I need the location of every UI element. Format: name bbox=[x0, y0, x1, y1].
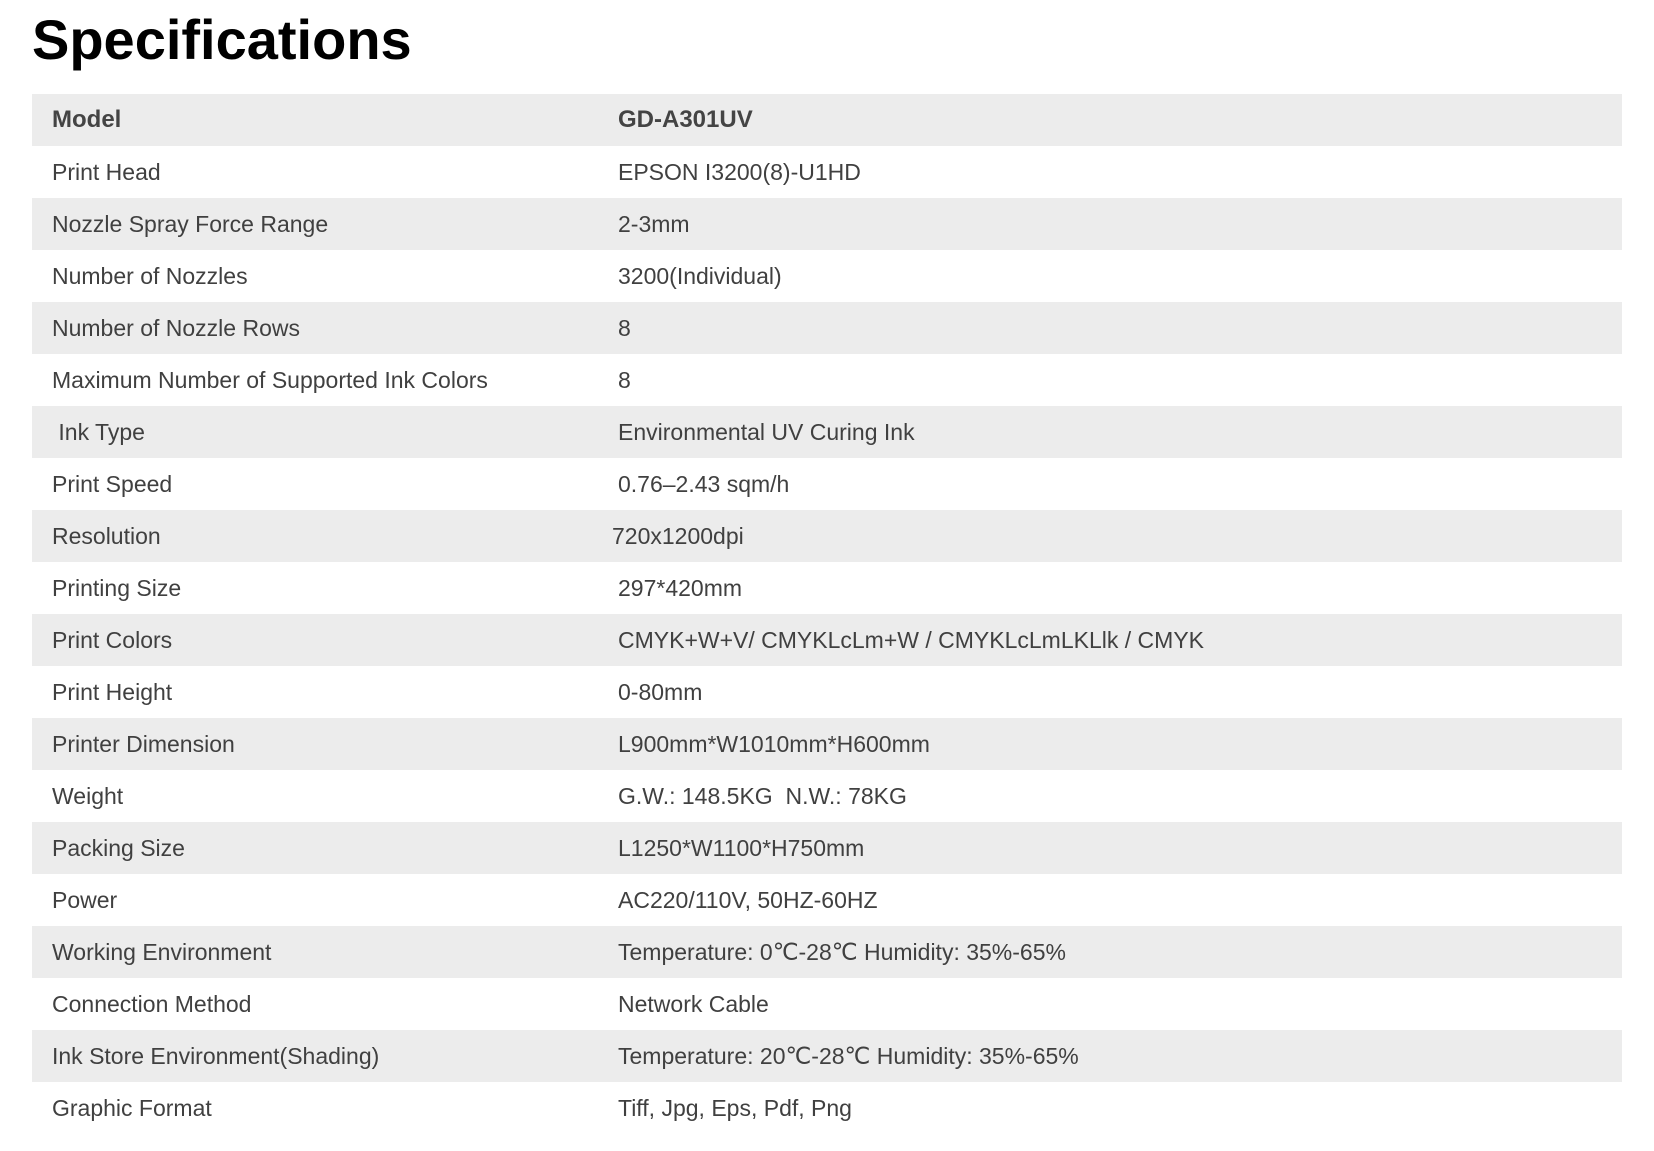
spec-value: L1250*W1100*H750mm bbox=[618, 834, 865, 861]
spec-label: Number of Nozzles bbox=[52, 262, 248, 289]
spec-value: 8 bbox=[618, 314, 631, 341]
spec-row bbox=[32, 562, 1622, 614]
spec-value: CMYK+W+V/ CMYKLcLm+W / CMYKLcLmLKLlk / CMYK bbox=[618, 626, 1204, 653]
spec-row bbox=[32, 510, 1622, 562]
spec-row bbox=[32, 302, 1622, 354]
spec-value: 297*420mm bbox=[618, 574, 743, 601]
spec-value: G.W.: 148.5KG N.W.: 78KG bbox=[618, 782, 907, 809]
spec-label: Print Colors bbox=[52, 626, 173, 653]
spec-value: Network Cable bbox=[618, 990, 769, 1017]
spec-label: Graphic Format bbox=[52, 1094, 212, 1121]
spec-label: Resolution bbox=[52, 522, 161, 549]
spec-value: 720x1200dpi bbox=[612, 522, 744, 549]
spec-label: Connection Method bbox=[52, 990, 252, 1017]
spec-value: 2-3mm bbox=[618, 210, 690, 237]
spec-value: L900mm*W1010mm*H600mm bbox=[618, 730, 930, 757]
spec-label: Print Height bbox=[52, 678, 173, 705]
spec-value: Environmental UV Curing Ink bbox=[618, 418, 915, 445]
spec-label: Number of Nozzle Rows bbox=[52, 314, 300, 341]
spec-table-body bbox=[32, 94, 1622, 1134]
spec-label: Packing Size bbox=[52, 834, 185, 861]
spec-label: Print Speed bbox=[52, 470, 173, 497]
spec-label: Working Environment bbox=[52, 938, 272, 965]
spec-label: Printer Dimension bbox=[52, 730, 235, 757]
spec-value: AC220/110V, 50HZ-60HZ bbox=[618, 886, 878, 913]
spec-row bbox=[32, 614, 1622, 666]
spec-value: 3200(Individual) bbox=[618, 262, 782, 289]
spec-header-value: GD-A301UV bbox=[618, 106, 753, 133]
spec-label: Ink Store Environment(Shading) bbox=[52, 1042, 380, 1069]
spec-header-row bbox=[32, 94, 1622, 146]
spec-row bbox=[32, 718, 1622, 770]
spec-label: Ink Type bbox=[52, 418, 145, 445]
spec-value: 0.76–2.43 sqm/h bbox=[618, 470, 790, 497]
spec-row bbox=[32, 458, 1622, 510]
spec-row bbox=[32, 250, 1622, 302]
spec-value: Temperature: 20℃-28℃ Humidity: 35%-65% bbox=[618, 1042, 1079, 1069]
spec-label: Maximum Number of Supported Ink Colors bbox=[52, 366, 488, 393]
spec-value: Tiff, Jpg, Eps, Pdf, Png bbox=[618, 1094, 852, 1121]
spec-value: EPSON I3200(8)-U1HD bbox=[618, 158, 861, 185]
spec-row bbox=[32, 666, 1622, 718]
spec-header-label: Model bbox=[52, 106, 122, 133]
spec-label: Printing Size bbox=[52, 574, 182, 601]
spec-row bbox=[32, 822, 1622, 874]
spec-label: Power bbox=[52, 886, 118, 913]
spec-row bbox=[32, 770, 1622, 822]
spec-label: Weight bbox=[52, 782, 124, 809]
spec-row bbox=[32, 406, 1622, 458]
spec-row bbox=[32, 978, 1622, 1030]
spec-row bbox=[32, 1082, 1622, 1134]
spec-row bbox=[32, 926, 1622, 978]
spec-row bbox=[32, 354, 1622, 406]
spec-row bbox=[32, 874, 1622, 926]
spec-table bbox=[32, 94, 1622, 1134]
spec-label: Print Head bbox=[52, 158, 161, 185]
spec-row bbox=[32, 198, 1622, 250]
spec-row bbox=[32, 1030, 1622, 1082]
spec-value: 8 bbox=[618, 366, 631, 393]
page-title: Specifications bbox=[32, 8, 412, 71]
spec-value: 0-80mm bbox=[618, 678, 703, 705]
spec-row bbox=[32, 146, 1622, 198]
spec-value: Temperature: 0℃-28℃ Humidity: 35%-65% bbox=[618, 938, 1066, 965]
spec-label: Nozzle Spray Force Range bbox=[52, 210, 329, 237]
